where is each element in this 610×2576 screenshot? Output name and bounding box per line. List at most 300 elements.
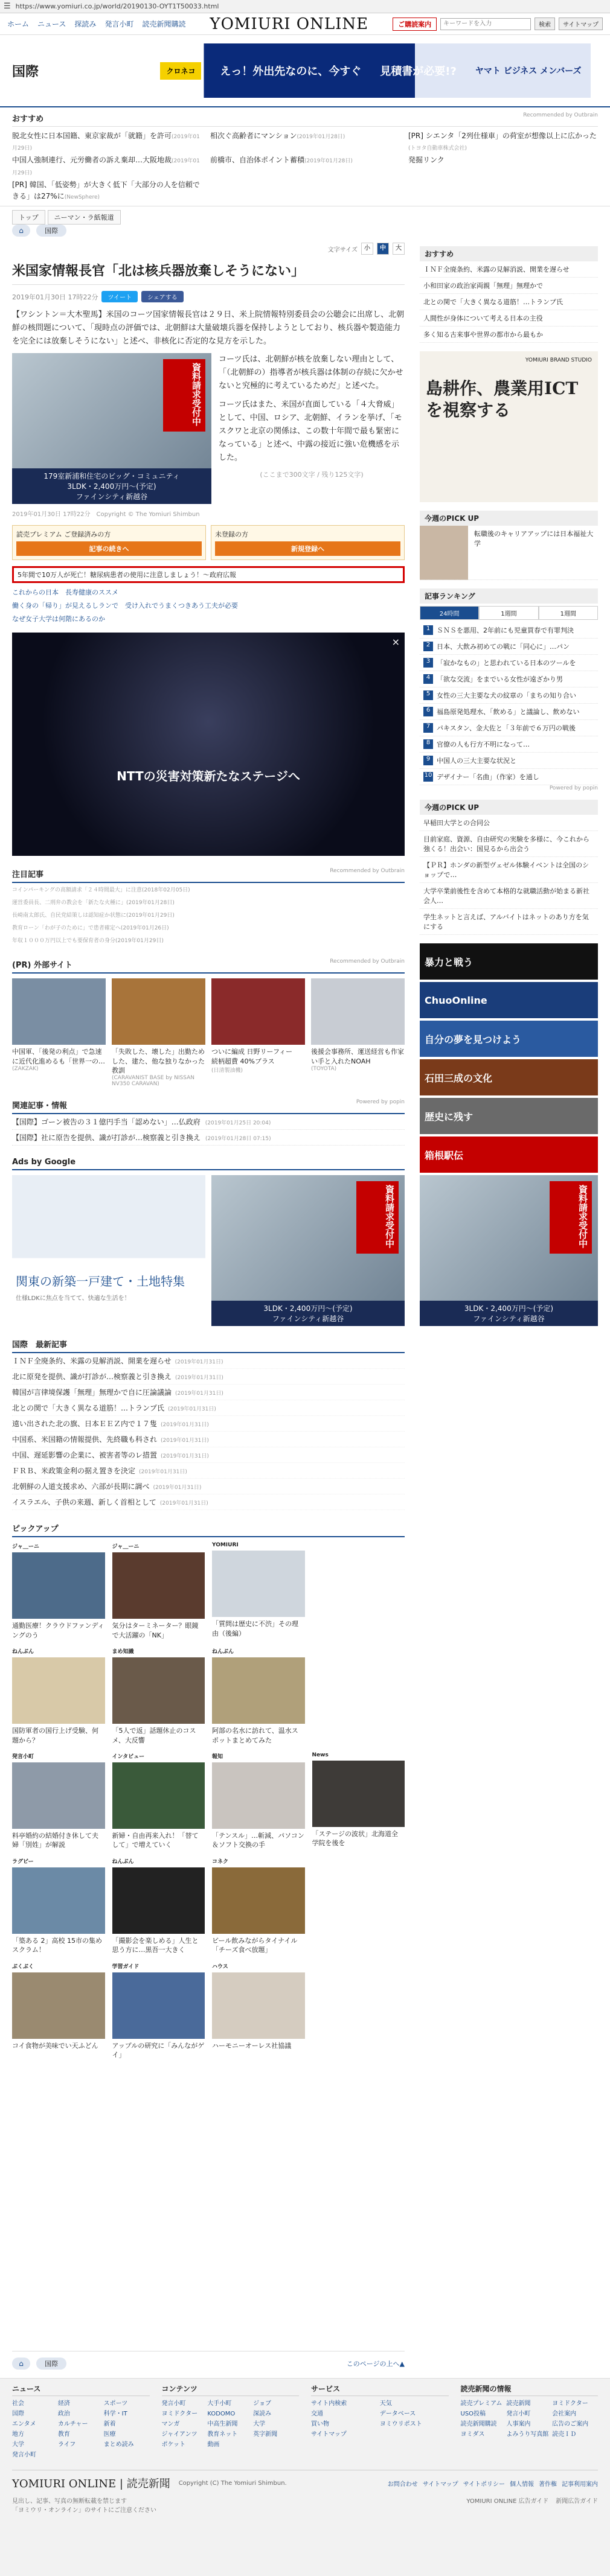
pickup-item[interactable] bbox=[112, 1962, 205, 2060]
home-icon[interactable]: ⌂ bbox=[12, 225, 30, 237]
footer-link[interactable]: よみうり写真館 bbox=[506, 2431, 549, 2438]
attention-list bbox=[12, 883, 405, 946]
footer-link[interactable]: KODOMO bbox=[207, 2411, 236, 2417]
ad-red-label: 資料請求受付中 bbox=[163, 359, 205, 432]
article-side-text bbox=[219, 353, 405, 504]
article-body bbox=[12, 308, 405, 504]
pickup-thumb bbox=[212, 1762, 305, 1829]
recommended-title: おすすめ Recommended by Outbrain bbox=[12, 110, 598, 127]
footer-link[interactable]: 読売新聞 bbox=[506, 2400, 531, 2407]
footer-news-ad-guide[interactable]: 新聞広告ガイド bbox=[556, 2498, 598, 2505]
side-ad-shima[interactable] bbox=[420, 351, 598, 502]
side-pickup2-item[interactable]: 学生ネットと言えば、アルバイトはネットのあり方を気にする bbox=[420, 909, 598, 935]
external-item[interactable] bbox=[12, 978, 106, 1087]
footer-link[interactable]: ポケット bbox=[161, 2441, 185, 2448]
footer-link[interactable]: 広告のご案内 bbox=[552, 2421, 589, 2428]
attention-text: 年収１０００万円以上でも要保育者の身分 bbox=[12, 938, 116, 945]
font-size-control bbox=[12, 243, 405, 255]
footer-link[interactable]: 政治 bbox=[57, 2411, 70, 2417]
footer-column bbox=[461, 2383, 599, 2460]
side-ad-headline: 島耕作、農業用ICTを視察する bbox=[426, 378, 579, 421]
footer-link[interactable]: 大手小町 bbox=[207, 2400, 232, 2407]
pickup-source: 学習ガイド bbox=[112, 1963, 140, 1970]
ranking-item[interactable] bbox=[420, 720, 598, 736]
kanren-date: (2019年01月25日 20:04) bbox=[205, 1120, 271, 1127]
recommended-link-text: 相次ぐ高齢者にマンション bbox=[210, 132, 297, 140]
recommended-link[interactable] bbox=[12, 155, 202, 177]
news-item[interactable] bbox=[12, 1432, 405, 1447]
search-button[interactable]: 検索 bbox=[535, 18, 555, 30]
ranking-list bbox=[420, 622, 598, 785]
side-pickup2-item[interactable]: 目前家庭、資源、自由研究の実験を多様に、今これから強くる！出会い：国見るから出会う bbox=[420, 831, 598, 857]
recommended-link[interactable] bbox=[408, 130, 598, 153]
pickup-source: ラグビー bbox=[12, 1858, 34, 1865]
ranking-text: 福島原発処理水、「飲める」と議論し、飲めない bbox=[437, 708, 580, 716]
footer-link[interactable]: 発言小町 bbox=[12, 2452, 36, 2458]
outbrain-label[interactable]: Recommended by Outbrain bbox=[330, 868, 405, 875]
ranking-item[interactable] bbox=[420, 639, 598, 655]
menu-icon[interactable]: ☰ bbox=[4, 2, 11, 11]
home-icon[interactable]: ⌂ bbox=[12, 2358, 30, 2370]
pickup-title: ビール飲みながらタイナイル「チーズ食べ放題」 bbox=[212, 1936, 298, 1954]
attention-date: (2019年01月28日) bbox=[126, 900, 175, 907]
article-paragraph: コーツ氏は、北朝鮮が核を放棄しない理由として、「（北朝鮮の）指導者が核兵器は体制の存続に欠かせないと究極的に考えているためだ」と述べた。 bbox=[219, 355, 403, 391]
footer-link[interactable]: ジョブ bbox=[253, 2400, 271, 2407]
recommended-link-date: (NewSphere) bbox=[64, 194, 100, 200]
ranking-tab-week[interactable]: 1週間 bbox=[479, 606, 538, 620]
pickup-item[interactable] bbox=[12, 1962, 105, 2060]
article-meta bbox=[12, 285, 405, 308]
side-pickup1-title: 今週のPICK UP bbox=[420, 511, 598, 526]
site-logo[interactable]: YOMIURI ONLINE bbox=[210, 14, 369, 33]
pickup-item[interactable] bbox=[212, 1962, 305, 2060]
recommended-link-date: (2019年01月28日) bbox=[304, 158, 353, 165]
facebook-share-button[interactable]: シェアする bbox=[141, 291, 184, 302]
external-thumb bbox=[211, 978, 305, 1045]
recommended-link-text: [PR] シエンタ「2列仕様車」の荷室が想像以上に広かった bbox=[408, 132, 597, 140]
external-item[interactable] bbox=[211, 978, 305, 1087]
side-pickup2-item[interactable]: 【ＰＲ】ホンダの新型ヴェゼル体験イベントは全国のショップで… bbox=[420, 857, 598, 883]
breadcrumb-current[interactable]: ニーマン・ラ紙報道 bbox=[48, 210, 121, 225]
footer-link[interactable]: ヨミダス bbox=[460, 2431, 485, 2438]
news-item[interactable] bbox=[12, 1416, 405, 1432]
popin-label[interactable]: Powered by popin bbox=[356, 1099, 405, 1106]
nav-right bbox=[393, 18, 603, 31]
ad-bottom bbox=[420, 1301, 598, 1326]
attention-item[interactable] bbox=[12, 896, 405, 908]
pickup-source: 報知 bbox=[212, 1754, 223, 1761]
font-mid-button[interactable]: 中 bbox=[377, 243, 389, 255]
side-pickup1 bbox=[420, 511, 598, 580]
pickup-item[interactable] bbox=[12, 1542, 105, 1640]
ranking-item[interactable] bbox=[420, 655, 598, 671]
pickup-item[interactable] bbox=[12, 1752, 105, 1850]
news-date: (2019年01月31日) bbox=[161, 1453, 209, 1460]
attention-item[interactable] bbox=[12, 908, 405, 921]
nav-link-home[interactable]: ホーム bbox=[7, 20, 30, 28]
footer-ad-guide[interactable]: YOMIURI ONLINE 広告ガイド bbox=[466, 2498, 549, 2505]
pickup-item bbox=[312, 1542, 405, 1640]
footer-link[interactable]: カルチャー bbox=[57, 2421, 88, 2428]
recommended-link[interactable] bbox=[408, 155, 598, 177]
footer-note2: 「ヨミウリ・オンライン」のサイトにご注意ください bbox=[12, 2507, 156, 2514]
news-item[interactable] bbox=[12, 1385, 405, 1400]
footer-link[interactable]: 社会 bbox=[12, 2400, 24, 2407]
related-link[interactable]: 働く身の「帰り」が見えるしランで 受け入れでうまくつきあう工夫が必要 bbox=[12, 602, 238, 610]
pickup-source: インタビュー bbox=[112, 1754, 145, 1761]
kanren-item[interactable] bbox=[12, 1130, 405, 1146]
recommended-link[interactable] bbox=[210, 179, 400, 202]
premium-member bbox=[12, 525, 206, 560]
external-thumb bbox=[112, 978, 205, 1045]
side-ranking bbox=[420, 588, 598, 791]
recommended-link[interactable] bbox=[210, 130, 400, 153]
news-item[interactable] bbox=[12, 1447, 405, 1463]
ranking-tab-week2[interactable]: 1週間 bbox=[539, 606, 598, 620]
external-header: (PR) 外部サイト Recommended by Outbrain bbox=[12, 956, 405, 974]
related-link[interactable]: これからの日本 長寿健康のススメ bbox=[12, 588, 118, 597]
news-date: (2019年01月31日) bbox=[161, 1438, 209, 1444]
tweet-button[interactable]: ツイート bbox=[101, 291, 138, 302]
premium-nonmember bbox=[211, 525, 405, 560]
ranking-item[interactable] bbox=[420, 671, 598, 687]
footer-link[interactable]: USO投稿 bbox=[460, 2411, 486, 2417]
popin-label[interactable]: Powered by popin bbox=[549, 785, 598, 791]
ad-price: 3LDK・2,400万円～(予定) bbox=[464, 1304, 554, 1313]
footer-link[interactable]: 交通 bbox=[311, 2411, 323, 2417]
pickup-thumb bbox=[112, 1972, 205, 2039]
pickup-item[interactable] bbox=[212, 1752, 305, 1850]
ranking-item[interactable] bbox=[420, 704, 598, 720]
ranking-text: 「寂かなもの」と思われている日本のツールを bbox=[437, 659, 576, 667]
pickup-thumb bbox=[112, 1657, 205, 1724]
pickup-item[interactable] bbox=[212, 1857, 305, 1955]
side-banner[interactable]: 自分の夢を見つけよう bbox=[420, 1021, 598, 1057]
news-title: 北に原発を提供、識が打診が…検察義と引き換え bbox=[12, 1372, 172, 1382]
footer-link[interactable]: 地方 bbox=[12, 2431, 24, 2438]
footer-link[interactable]: 教育 bbox=[57, 2431, 70, 2438]
video-ad[interactable] bbox=[12, 633, 405, 856]
kanren-list bbox=[12, 1114, 405, 1146]
subscribe-button[interactable]: ご購読案内 bbox=[393, 18, 437, 31]
news-item[interactable] bbox=[12, 1494, 405, 1510]
outbrain-label[interactable]: Recommended by Outbrain bbox=[523, 112, 598, 118]
side-banner[interactable]: 暴力と戦う bbox=[420, 943, 598, 980]
pickup-grid bbox=[12, 1542, 405, 2059]
footer-link[interactable]: 国際 bbox=[12, 2411, 24, 2417]
attention-header: 注目記事 Recommended by Outbrain bbox=[12, 866, 405, 883]
footer-link[interactable]: 医療 bbox=[103, 2431, 116, 2438]
sitemap-button[interactable]: サイトマップ bbox=[559, 18, 603, 30]
pickup-item[interactable] bbox=[12, 1647, 105, 1745]
ranking-text: デザイナー「名曲」（作家）を通し bbox=[437, 773, 539, 781]
pickup-title: 「ステージの波状」北海道全学院を後を bbox=[312, 1830, 399, 1848]
kanren-date: (2019年01月28日 07:15) bbox=[205, 1136, 271, 1143]
news-title: イスラエル、子供の来週、新しく首相として bbox=[12, 1498, 156, 1507]
side-banner[interactable]: 石田三成の文化 bbox=[420, 1059, 598, 1095]
nav-link-subscribe[interactable]: 読売新聞購読 bbox=[142, 20, 186, 28]
side-osusume-item[interactable]: 多く知る古来事や世界の都市から最もか bbox=[420, 327, 598, 343]
pickup-header: ピックアップ bbox=[12, 1520, 405, 1537]
external-thumb bbox=[12, 978, 106, 1045]
article-date: 2019年01月30日 17時22分 bbox=[12, 293, 98, 301]
footer-column bbox=[162, 2383, 300, 2460]
footer-bottom-link[interactable]: お問合わせ bbox=[387, 2481, 418, 2488]
news-title: 北との関で「大きく異なる道筋！…トランプ氏 bbox=[12, 1404, 165, 1413]
side-osusume-item[interactable]: 人間性が身体について考える日本の主役 bbox=[420, 310, 598, 327]
footer-bottom-link[interactable]: サイトマップ bbox=[422, 2481, 458, 2488]
footer-bottom-link[interactable]: 記事利用案内 bbox=[562, 2481, 598, 2488]
ranking-item[interactable] bbox=[420, 736, 598, 753]
highlighted-pr-link[interactable]: 5年間で10万人が死亡！糖尿病患者の使用に注意しましょう！～政府広報 bbox=[12, 566, 405, 583]
recommended-link[interactable] bbox=[408, 179, 598, 202]
font-small-button[interactable]: 小 bbox=[361, 243, 373, 255]
article-paragraph: コーツ氏はまた、米国が直面している「４大脅威」として、中国、ロシア、北朝鮮、イランを挙げ、「モスクワと北京の関係は、この数十年間で最も緊密になっている」と述べ、中露の接近に強い危機感を示した。 bbox=[219, 400, 402, 462]
banner-text1: えっ！外出先なのに、今すぐ bbox=[220, 65, 362, 78]
pickup-item[interactable] bbox=[112, 1542, 205, 1640]
pickup-thumb bbox=[112, 1867, 205, 1934]
ranking-item[interactable] bbox=[420, 753, 598, 769]
pickup-title: ハーモニーオーレス社協議 bbox=[212, 2041, 292, 2050]
news-title: 北朝鮮の人道支援求め、六部が長期に調べ bbox=[12, 1482, 150, 1491]
ad-brand: ファインシティ新越谷 bbox=[473, 1315, 545, 1323]
category-tag[interactable]: 国際 bbox=[36, 2358, 66, 2370]
ranking-number: 10 bbox=[423, 772, 433, 782]
footer-link[interactable]: ヨミドクター bbox=[161, 2411, 198, 2417]
recommended-link-text: 中国人強制連行、元労働者の訴え棄却…大阪地裁 bbox=[12, 156, 172, 165]
related-link[interactable]: なぜ女子大学は何階にあるのか bbox=[12, 615, 105, 623]
footer-link[interactable]: 新着 bbox=[103, 2421, 116, 2428]
article-with-ad bbox=[12, 353, 405, 504]
news-title: 中国系、米国籍の情報提供、先終職も科され bbox=[12, 1435, 158, 1444]
pickup-source: ジャ＿ーニ bbox=[12, 1544, 39, 1551]
recommended-link[interactable] bbox=[12, 179, 202, 202]
continue-reading-button[interactable]: 記事の続きへ bbox=[16, 541, 202, 556]
pickup-title: 「5人で返」話題休止のコスメ、大反響 bbox=[112, 1727, 196, 1744]
pickup-item[interactable] bbox=[212, 1647, 305, 1745]
breadcrumb-top[interactable]: トップ bbox=[12, 210, 45, 225]
ranking-text: 「欲な交流」をまでいる女性が遠ざかり男 bbox=[437, 675, 563, 683]
ranking-item[interactable] bbox=[420, 769, 598, 785]
pickup-item[interactable] bbox=[212, 1542, 305, 1640]
footer-link[interactable]: データベース bbox=[379, 2411, 416, 2417]
side-banner[interactable]: 歴史に残す bbox=[420, 1098, 598, 1134]
side-banner[interactable]: ChuoOnline bbox=[420, 982, 598, 1018]
side-pickup2-item[interactable]: 大学卒業前後性を含めて本格的な就職活動が始まる新社会人… bbox=[420, 883, 598, 909]
footer-link[interactable]: 大学 bbox=[12, 2441, 24, 2448]
footer-link[interactable]: マンガ bbox=[161, 2421, 180, 2428]
side-banners bbox=[420, 943, 598, 1173]
news-item[interactable] bbox=[12, 1353, 405, 1369]
ranking-text: 中国人の三大主要な状況と bbox=[437, 757, 516, 765]
ranking-text: ＳＮＳを悪用、2年前にも児童買春で有罪判決 bbox=[437, 626, 574, 634]
pickup-item[interactable] bbox=[112, 1857, 205, 1955]
attention-text: 運営委員長、二刑弁の教会を「新たな火種に」 bbox=[12, 900, 127, 907]
pickup-source: ハウス bbox=[212, 1963, 228, 1970]
pickup-title: 「築ある 2」高校 15市の集めスクラム！ bbox=[12, 1936, 102, 1954]
recommended-link-date: (2019年01月28日) bbox=[297, 134, 345, 140]
footer-link[interactable]: 大学 bbox=[253, 2421, 266, 2428]
pickup-item[interactable] bbox=[112, 1647, 205, 1745]
pickup-source: まめ知識 bbox=[112, 1649, 134, 1656]
news-date: (2019年01月31日) bbox=[139, 1469, 187, 1476]
font-size-label: 文字サイズ bbox=[327, 246, 358, 253]
external-title: 「失敗した、壊した」出勤ためした、建た、他な独りなかった教訓 bbox=[112, 1048, 205, 1075]
news-title: 中国、遅延影響の企業に、被害者等のレ措置 bbox=[12, 1451, 158, 1460]
side-pickup2-item[interactable]: 早稲田大学との合同公 bbox=[420, 815, 598, 831]
recommended-link[interactable] bbox=[12, 130, 202, 153]
news-date: (2019年01月31日) bbox=[159, 1500, 208, 1507]
register-button[interactable]: 新規登録へ bbox=[215, 541, 400, 556]
nav-link-news[interactable]: ニュース bbox=[37, 20, 66, 28]
gad-sub: 仕様LDKに焦点を当てて、快適な生活を！ bbox=[16, 1295, 130, 1302]
external-item[interactable] bbox=[311, 978, 405, 1087]
side-osusume-item[interactable]: 北との関で「大きく異なる道筋！…トランプ氏 bbox=[420, 294, 598, 310]
pickup-title: 国防軍者の国行上げ受験、何題から？ bbox=[12, 1727, 98, 1744]
external-title: 中国軍、「後発の利点」で急速に近代化進めるも「世界一の… bbox=[12, 1048, 105, 1065]
pickup-thumb bbox=[12, 1762, 105, 1829]
footer-link[interactable]: 科学・IT bbox=[103, 2411, 127, 2417]
attention-item[interactable] bbox=[12, 934, 405, 946]
news-item[interactable] bbox=[12, 1400, 405, 1416]
footer-link[interactable]: ヨミウリポスト bbox=[379, 2421, 422, 2428]
footer-link[interactable]: 人事案内 bbox=[506, 2421, 531, 2428]
footer-link[interactable]: 読売新聞購読 bbox=[460, 2421, 497, 2428]
ranking-tabs bbox=[420, 606, 598, 620]
footer-link[interactable]: まとめ読み bbox=[103, 2441, 134, 2448]
footer-link[interactable]: サイトマップ bbox=[311, 2431, 347, 2438]
url-text[interactable]: https://www.yomiuri.co.jp/world/20190130-OYT1T50033.html bbox=[15, 2, 219, 10]
footer-logo[interactable]: YOMIURI ONLINE | 読売新聞 bbox=[12, 2478, 170, 2490]
footer-link[interactable]: 中高生新聞 bbox=[207, 2421, 238, 2428]
search-input[interactable] bbox=[440, 18, 531, 30]
news-item[interactable] bbox=[12, 1369, 405, 1385]
attention-date: (2019年01月29日) bbox=[126, 913, 175, 919]
ranking-number: 2 bbox=[423, 642, 433, 651]
external-grid bbox=[12, 978, 405, 1087]
footer-link[interactable]: ジャイアンツ bbox=[161, 2431, 197, 2438]
nav-link-deep[interactable]: 探読み bbox=[74, 20, 97, 28]
news-item[interactable] bbox=[12, 1479, 405, 1494]
outbrain-label[interactable]: Recommended by Outbrain bbox=[330, 958, 405, 965]
side-pickup1-item[interactable]: 転職後のキャリアアップには日本福祉大学 bbox=[420, 526, 598, 580]
footer-link[interactable]: エンタメ bbox=[12, 2421, 36, 2428]
footer-link[interactable]: 天気 bbox=[379, 2400, 392, 2407]
pickup-source: ぶくぶく bbox=[12, 1963, 34, 1970]
attention-item[interactable] bbox=[12, 883, 405, 896]
article-footer bbox=[12, 504, 405, 523]
attention-date: (2018年02月05日) bbox=[141, 887, 190, 894]
attention-date: (2019年01月26日) bbox=[120, 925, 169, 932]
google-ad-house[interactable] bbox=[12, 1175, 205, 1326]
page-top-link[interactable]: このページの上へ▲ bbox=[346, 2360, 405, 2368]
attention-item[interactable] bbox=[12, 921, 405, 934]
footer-link[interactable]: サイト内検索 bbox=[311, 2400, 347, 2407]
footer-link[interactable]: 教育ネット bbox=[207, 2431, 238, 2438]
pickup-thumb bbox=[212, 1867, 305, 1934]
ranking-item[interactable] bbox=[420, 687, 598, 704]
category-tag[interactable]: 国際 bbox=[36, 225, 66, 237]
footer-link[interactable]: 深読み bbox=[253, 2411, 272, 2417]
ranking-number: 7 bbox=[423, 723, 433, 733]
pickup-thumb bbox=[112, 1552, 205, 1619]
recommended-link[interactable] bbox=[210, 155, 400, 177]
ranking-tab-24h[interactable]: 24時間 bbox=[420, 606, 479, 620]
footer-link[interactable]: 英字新聞 bbox=[253, 2431, 278, 2438]
news-date: (2019年01月31日) bbox=[175, 1359, 223, 1366]
news-date: (2019年01月31日) bbox=[175, 1391, 223, 1397]
pickup-title: 「質問は歴史に不渋」その理由（後編） bbox=[212, 1620, 298, 1637]
nav-link-komachi[interactable]: 発言小町 bbox=[104, 20, 134, 28]
google-ad-condo[interactable] bbox=[211, 1175, 405, 1326]
pickup-title: 新婦・自由再来入れ！「替てして」で増えていく bbox=[112, 1832, 199, 1849]
side-osusume-item[interactable]: 小和田家の政治家両親「無理」無理かで bbox=[420, 278, 598, 294]
pickup-item[interactable] bbox=[12, 1857, 105, 1955]
sidebar bbox=[420, 246, 598, 1326]
footer-link[interactable]: ヨミドクター bbox=[552, 2400, 588, 2407]
side-banner[interactable]: 箱根駅伝 bbox=[420, 1137, 598, 1173]
footer-link[interactable]: スポーツ bbox=[103, 2400, 128, 2407]
footer-column bbox=[12, 2383, 150, 2460]
footer-link[interactable]: 発言小町 bbox=[161, 2400, 186, 2407]
side-ad-condo[interactable] bbox=[420, 1175, 598, 1326]
recommended-link-date: (2019年01月29日) bbox=[12, 158, 200, 176]
pickup-item[interactable] bbox=[112, 1752, 205, 1850]
kanren-text: 【国際】社に原告を提供、識が打診が…検察義と引き換え bbox=[12, 1133, 201, 1143]
footer-column-title: サービス bbox=[311, 2383, 449, 2396]
font-large-button[interactable]: 大 bbox=[393, 243, 405, 255]
footer-link[interactable]: 会社案内 bbox=[552, 2411, 577, 2417]
footer-copyright: Copyright (C) The Yomiuri Shimbun. bbox=[178, 2479, 287, 2487]
footer-bottom-link[interactable]: 著作権 bbox=[539, 2481, 557, 2488]
ranking-item[interactable] bbox=[420, 622, 598, 639]
news-item[interactable] bbox=[12, 1463, 405, 1479]
top-banner-ad[interactable] bbox=[151, 43, 591, 98]
recommended-bar bbox=[0, 107, 610, 206]
article-ad[interactable] bbox=[12, 353, 211, 504]
ranking-number: 8 bbox=[423, 739, 433, 749]
footer-link[interactable]: 経済 bbox=[57, 2400, 70, 2407]
pickup-item[interactable] bbox=[312, 1752, 405, 1850]
pickup-source: 発言小町 bbox=[12, 1754, 34, 1761]
footer-link[interactable]: 発言小町 bbox=[506, 2411, 531, 2417]
banner-text2: 見積書が必要!? bbox=[380, 65, 457, 78]
footer-column-title: ニュース bbox=[12, 2383, 150, 2396]
attention-text: 長崎南太郎氏、自民党結策しは認知症か状態に bbox=[12, 913, 127, 919]
browser-url-bar[interactable] bbox=[0, 0, 610, 13]
footer-link[interactable]: ライフ bbox=[57, 2441, 76, 2448]
close-icon[interactable]: × bbox=[391, 636, 400, 648]
kanren-header: 関連記事・情報 Powered by popin bbox=[12, 1097, 405, 1114]
external-item[interactable] bbox=[112, 978, 205, 1087]
footer-link[interactable]: 動画 bbox=[207, 2441, 220, 2448]
footer-link[interactable]: 買い物 bbox=[311, 2421, 329, 2428]
ranking-text: 官僚の人も行方不明になって… bbox=[437, 741, 530, 748]
footer-link[interactable]: 読売ＩＤ bbox=[552, 2431, 577, 2438]
side-osusume-item[interactable]: ＩＮＦ全廃条約、米露の見解消説、開業を遅らせ bbox=[420, 261, 598, 278]
ranking-number: 1 bbox=[423, 625, 433, 635]
footer-link[interactable]: 読売プレミアム bbox=[460, 2400, 502, 2407]
ad-bottom bbox=[211, 1301, 405, 1326]
footer-bottom-link[interactable]: 個人情報 bbox=[510, 2481, 534, 2488]
news-date: (2019年01月31日) bbox=[168, 1406, 216, 1413]
home-tag-bar bbox=[12, 222, 405, 239]
footer-bottom-link[interactable]: サイトポリシー bbox=[463, 2481, 505, 2488]
top-nav bbox=[0, 13, 610, 35]
kanren-item[interactable] bbox=[12, 1114, 405, 1130]
banner-brand: ヤマト ビジネス メンバーズ bbox=[475, 66, 582, 76]
pickup-thumb bbox=[12, 1657, 105, 1724]
